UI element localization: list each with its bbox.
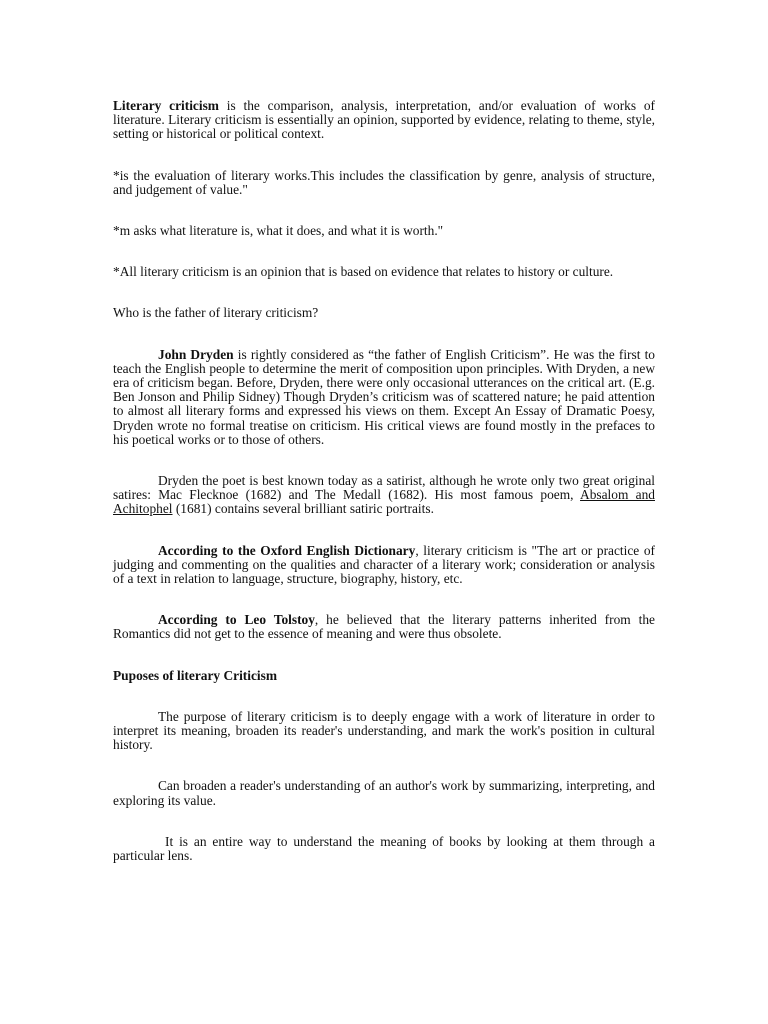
oxford-label: According to the Oxford English Dictionary <box>158 542 416 558</box>
oxford-text: , literary criticism is "The art or practice of judging and commenting on the qualities and character of a literary work; consideration or analysis of a text in relation to language, structure, biography, history, etc. <box>113 542 655 587</box>
paragraph-definition <box>113 99 655 142</box>
paragraph-opinion: *All literary criticism is an opinion that is based on evidence that relates to history or culture. <box>113 264 614 280</box>
paragraph-broaden: Can broaden a reader's understanding of an author's work by summarizing, interpreting, and exploring its value. <box>113 778 655 808</box>
paragraph-oxford <box>113 544 655 587</box>
section-heading <box>113 669 655 683</box>
document-page <box>113 99 655 863</box>
dryden-text: is rightly considered as “the father of English Criticism”. He was the first to teach the English people to determine the merit of composition upon principles. With Dryden, a new era of criticism began. Before, Dryden, there were only occasional utterances on the critical art. (E.g. Ben Jonson and Philip Sidney) Though Dryden’s criticism was of scattered nature; he paid attention to almost all literary forms and expressed his views on them. Except An Essay of Dramatic Poesy, Dryden wrote no formal treatise on criticism. His critical views are found mostly in the prefaces to his poetical works or to those of others. <box>113 346 655 447</box>
poet-text-after: (1681) contains several brilliant satiric portraits. <box>172 501 434 517</box>
definition-text: is the comparison, analysis, interpretation, and/or evaluation of works of literature. Literary criticism is essentially an opinion, supported by evidence, relating to theme, style, setting or historical or political context. <box>113 98 656 142</box>
name-john-dryden: John Dryden <box>158 346 234 362</box>
heading-text: Puposes of literary Criticism <box>113 667 277 683</box>
paragraph-asks: *m asks what literature is, what it does, and what it is worth." <box>113 223 444 239</box>
paragraph-dryden <box>113 348 655 447</box>
paragraph-lens: It is an entire way to understand the meaning of books by looking at them through a particular lens. <box>113 833 655 864</box>
paragraph-purpose: The purpose of literary criticism is to deeply engage with a work of literature in order to interpret its meaning, broaden its reader's understanding, and mark the work's position in cultural history. <box>113 708 655 753</box>
tolstoy-label: According to Leo Tolstoy <box>158 612 315 628</box>
absalom-link[interactable]: Absalom and Achitophel <box>113 487 655 517</box>
paragraph-evaluation: *is the evaluation of literary works.This includes the classification by genre, analysis of structure, and judgement of value." <box>113 167 655 197</box>
term-literary-criticism: Literary criticism <box>113 98 219 113</box>
poet-text-before: Dryden the poet is best known today as a satirist, although he wrote only two great original satires: Mac Flecknoe (1682) and The Medall (1682). His most famous poem, <box>113 473 655 503</box>
paragraph-question: Who is the father of literary criticism? <box>113 305 319 321</box>
paragraph-tolstoy <box>113 613 655 641</box>
tolstoy-text: , he believed that the literary patterns inherited from the Romantics did not get to the essence of meaning and were thus obsolete. <box>113 612 655 642</box>
paragraph-dryden-poet <box>113 474 655 517</box>
